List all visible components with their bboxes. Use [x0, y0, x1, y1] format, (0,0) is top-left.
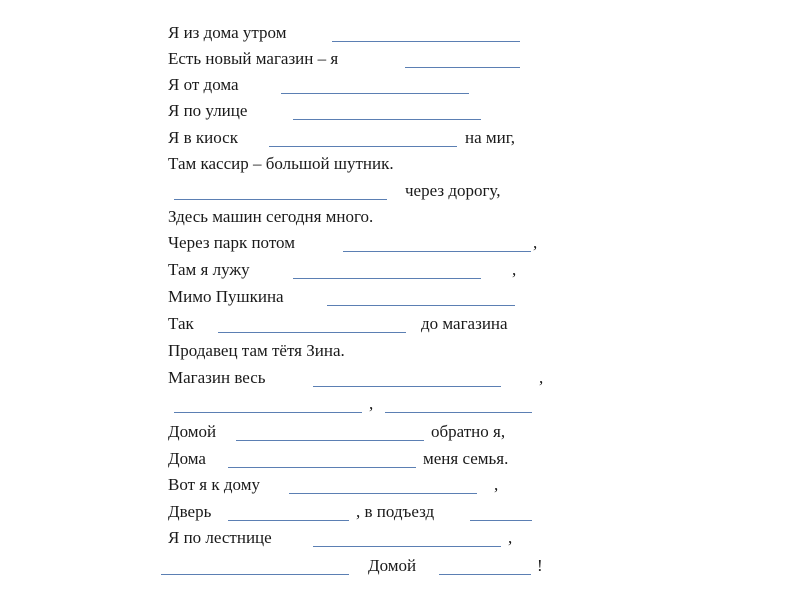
fill-in-blank[interactable]	[293, 119, 481, 120]
line-text: через дорогу,	[405, 181, 501, 200]
line-text: Здесь машин сегодня много.	[168, 207, 374, 226]
poem-line	[0, 232, 800, 254]
poem-line	[0, 74, 800, 96]
poem-line	[0, 367, 800, 389]
fill-in-blank[interactable]	[470, 520, 532, 521]
poem-line	[0, 340, 800, 362]
line-text: ,	[539, 368, 544, 387]
line-text: Домой	[368, 556, 417, 575]
line-text: ,	[533, 233, 538, 252]
fill-in-blank[interactable]	[174, 199, 387, 200]
line-text: Мимо Пушкина	[168, 287, 284, 306]
fill-in-blank[interactable]	[161, 574, 349, 575]
line-text: ,	[369, 394, 374, 413]
poem-line	[0, 421, 800, 443]
line-text: ,	[494, 475, 499, 494]
fill-in-blank[interactable]	[289, 493, 477, 494]
line-text: Вот я к дому	[168, 475, 260, 494]
poem-line	[0, 474, 800, 496]
line-text: Продавец там тётя Зина.	[168, 341, 345, 360]
poem-line	[0, 48, 800, 70]
fill-in-blank[interactable]	[313, 546, 501, 547]
fill-in-blank[interactable]	[313, 386, 501, 387]
poem-line	[0, 393, 800, 415]
fill-in-blank[interactable]	[228, 467, 416, 468]
line-text: Я из дома утром	[168, 23, 287, 42]
fill-in-blank[interactable]	[218, 332, 406, 333]
line-text: меня семья.	[423, 449, 509, 468]
poem-line	[0, 448, 800, 470]
poem-line	[0, 100, 800, 122]
fill-in-blank[interactable]	[293, 278, 481, 279]
line-text: Домой	[168, 422, 217, 441]
line-text: Дверь	[168, 502, 212, 521]
poem-line	[0, 286, 800, 308]
poem-line	[0, 206, 800, 228]
poem-line	[0, 313, 800, 335]
line-text: Там кассир – большой шутник.	[168, 154, 394, 173]
line-text: Я по улице	[168, 101, 248, 120]
line-text: Есть новый магазин – я	[168, 49, 339, 68]
fill-in-blank[interactable]	[327, 305, 515, 306]
poem-line	[0, 501, 800, 523]
line-text: до магазина	[421, 314, 508, 333]
poem-line	[0, 153, 800, 175]
fill-in-blank[interactable]	[228, 520, 349, 521]
line-text: Дома	[168, 449, 206, 468]
poem-line	[0, 527, 800, 549]
fill-in-blank[interactable]	[174, 412, 362, 413]
fill-in-blank[interactable]	[439, 574, 531, 575]
poem-line	[0, 22, 800, 44]
fill-in-blank[interactable]	[332, 41, 520, 42]
line-text: Так	[168, 314, 194, 333]
line-text: Я по лестнице	[168, 528, 272, 547]
fill-in-blank[interactable]	[269, 146, 457, 147]
poem-line	[0, 180, 800, 202]
poem-line	[0, 127, 800, 149]
line-text: !	[537, 556, 543, 575]
fill-in-blank[interactable]	[405, 67, 520, 68]
line-text: Я от дома	[168, 75, 239, 94]
fill-in-blank[interactable]	[281, 93, 469, 94]
line-text: Я в киоск	[168, 128, 238, 147]
line-text: Там я лужу	[168, 260, 250, 279]
line-text: обратно я,	[431, 422, 506, 441]
line-text: , в подъезд	[356, 502, 435, 521]
line-text: Магазин весь	[168, 368, 266, 387]
line-text: Через парк потом	[168, 233, 295, 252]
poem-line	[0, 555, 800, 577]
line-text: ,	[512, 260, 517, 279]
line-text: ,	[508, 528, 513, 547]
fill-in-blank[interactable]	[385, 412, 532, 413]
poem-line	[0, 259, 800, 281]
fill-in-blank[interactable]	[236, 440, 424, 441]
line-text: на миг,	[465, 128, 516, 147]
fill-in-blank[interactable]	[343, 251, 531, 252]
